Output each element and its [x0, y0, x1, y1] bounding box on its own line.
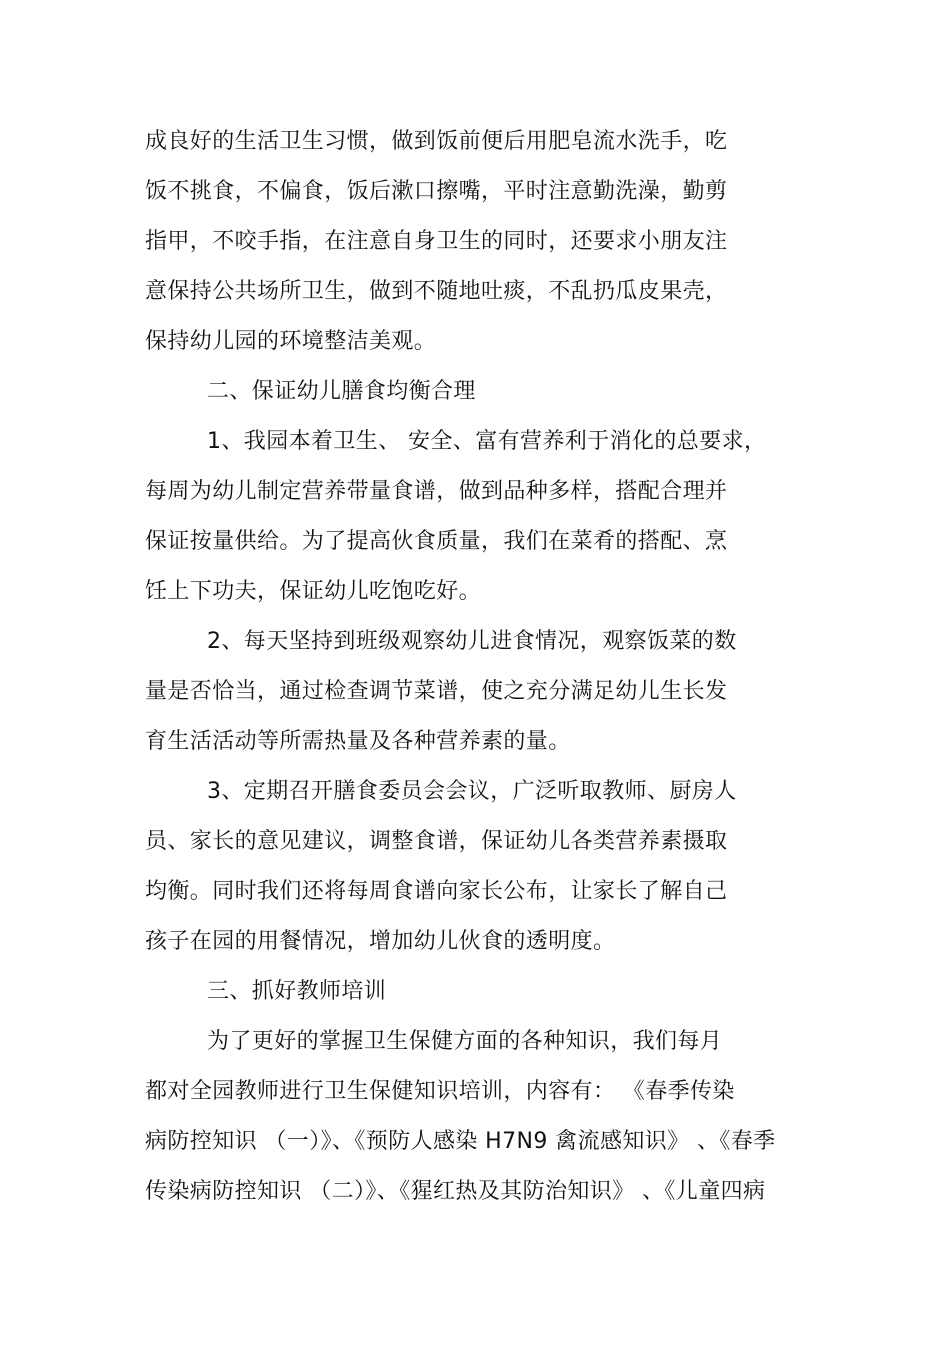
paragraph-line: 饪上下功夫，保证幼儿吃饱吃好。 — [145, 579, 482, 604]
paragraph-line: 量是否恰当，通过检查调节菜谱，使之充分满足幼儿生长发 — [145, 679, 728, 704]
paragraph-line: 保证按量供给。为了提高伙食质量，我们在菜肴的搭配、烹 — [145, 529, 728, 554]
paragraph-line: 1、我园本着卫生、 安全、富有营养利于消化的总要求， — [207, 429, 767, 454]
paragraph-line: 孩子在园的用餐情况，增加幼儿伙食的透明度。 — [145, 929, 616, 954]
paragraph-line: 3、定期召开膳食委员会会议，广泛听取教师、厨房人 — [207, 779, 737, 804]
paragraph-line: 保持幼儿园的环境整洁美观。 — [145, 329, 437, 354]
paragraph-line: 意保持公共场所卫生，做到不随地吐痰，不乱扔瓜皮果壳， — [145, 279, 728, 304]
paragraph-line: 饭不挑食，不偏食，饭后漱口擦嘴，平时注意勤洗澡，勤剪 — [145, 179, 728, 204]
paragraph-line: 传染病防控知识 （二）》、《猩红热及其防治知识》 、《儿童四病 — [145, 1179, 766, 1204]
paragraph-line: 为了更好的掌握卫生保健方面的各种知识，我们每月 — [207, 1029, 723, 1054]
paragraph-line: 育生活活动等所需热量及各种营养素的量。 — [145, 729, 571, 754]
paragraph-line: 成良好的生活卫生习惯，做到饭前便后用肥皂流水洗手，吃 — [145, 129, 728, 154]
paragraph-line: 均衡。同时我们还将每周食谱向家长公布，让家长了解自己 — [145, 879, 728, 904]
section-heading: 二、保证幼儿膳食均衡合理 — [207, 379, 476, 404]
paragraph-line: 都对全园教师进行卫生保健知识培训，内容有： 《春季传染 — [145, 1079, 735, 1104]
paragraph-line: 2、每天坚持到班级观察幼儿进食情况，观察饭菜的数 — [207, 629, 737, 654]
paragraph-line: 指甲，不咬手指，在注意自身卫生的同时，还要求小朋友注 — [145, 229, 728, 254]
paragraph-line: 病防控知识 （一）》、《预防人感染 H7N9 禽流感知识》 、《春季 — [145, 1129, 776, 1154]
section-heading: 三、抓好教师培训 — [207, 979, 387, 1004]
paragraph-line: 员、家长的意见建议，调整食谱，保证幼儿各类营养素摄取 — [145, 829, 728, 854]
paragraph-line: 每周为幼儿制定营养带量食谱，做到品种多样，搭配合理并 — [145, 479, 728, 504]
